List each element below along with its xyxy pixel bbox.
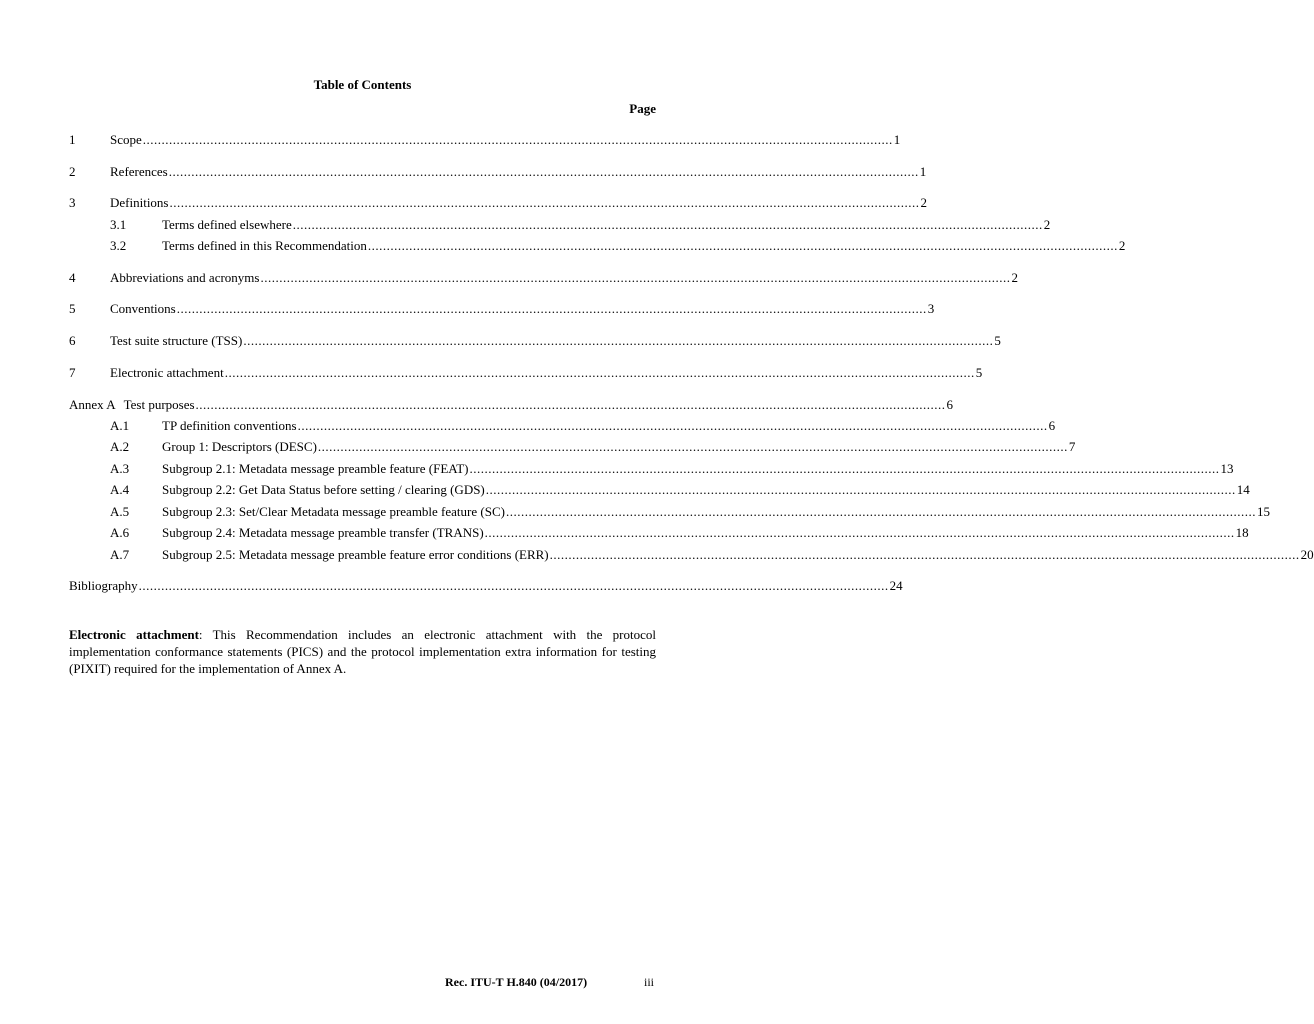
toc-entry-3-1[interactable] xyxy=(110,217,1051,233)
toc-entry-annex-a[interactable] xyxy=(69,397,954,413)
toc-entry-references[interactable] xyxy=(69,164,927,180)
leader-dots: ........................................................................................................................................................................................................ xyxy=(176,301,927,316)
toc-number: 2 xyxy=(69,164,76,179)
toc-number: A.4 xyxy=(110,482,130,497)
leader-dots: ........................................................................................................................................................................................................ xyxy=(195,397,946,412)
toc-number: 3.2 xyxy=(110,238,127,253)
toc-title: TP definition conventions xyxy=(162,418,297,433)
toc-number: A.3 xyxy=(110,461,130,476)
toc-entry-3-2[interactable] xyxy=(110,238,1126,254)
leader-dots: ........................................................................................................................................................................................................ xyxy=(549,547,1300,562)
toc-title: References xyxy=(110,164,168,179)
footer-reference: Rec. ITU-T H.840 (04/2017) xyxy=(445,975,588,989)
footer-page-number: iii xyxy=(643,975,654,989)
leader-dots: ........................................................................................................................................................................................................ xyxy=(367,238,1118,253)
toc-page: 6 xyxy=(946,397,954,412)
leader-dots: ........................................................................................................................................................................................................ xyxy=(505,504,1256,519)
toc-page: 1 xyxy=(919,164,927,179)
toc-title: Terms defined in this Recommendation xyxy=(162,238,367,253)
toc-page: 2 xyxy=(920,195,927,210)
toc-page: 2 xyxy=(1118,238,1126,253)
toc-entry-conventions[interactable] xyxy=(69,301,935,317)
toc-entry-a-2[interactable] xyxy=(110,439,1076,455)
toc-entry-bibliography[interactable] xyxy=(69,578,903,594)
toc-page: 5 xyxy=(994,333,1001,348)
toc-title: Test purposes xyxy=(123,397,195,412)
toc-page: 6 xyxy=(1048,418,1056,433)
leader-dots: ........................................................................................................................................................................................................ xyxy=(297,418,1048,433)
toc-number: A.6 xyxy=(110,525,130,540)
toc-title: Subgroup 2.1: Metadata message preamble feature (FEAT) xyxy=(162,461,469,476)
toc-page: 5 xyxy=(975,365,983,380)
toc-title: Terms defined elsewhere xyxy=(162,217,292,232)
leader-dots: ........................................................................................................................................................................................................ xyxy=(484,525,1235,540)
toc-page: 24 xyxy=(889,578,903,593)
toc-entry-definitions[interactable] xyxy=(69,195,927,211)
toc-entry-a-7[interactable] xyxy=(110,547,1314,563)
leader-dots: ........................................................................................................................................................................................................ xyxy=(168,164,919,179)
toc-entry-abbreviations[interactable] xyxy=(69,270,1018,286)
note-text: : This Recommendation includes an electronic attachment with the protocol implementation conformance statements (PICS) and the protocol implementation extra information for testing (PIXIT) required for the implementation of Annex A. xyxy=(69,627,656,676)
electronic-attachment-note xyxy=(69,626,656,677)
leader-dots: ........................................................................................................................................................................................................ xyxy=(485,482,1236,497)
toc-title: Group 1: Descriptors (DESC) xyxy=(162,439,317,454)
leader-dots: ........................................................................................................................................................................................................ xyxy=(169,195,920,210)
toc-entry-electronic-attachment[interactable] xyxy=(69,365,983,381)
page-column-label: Page xyxy=(629,101,656,116)
toc-number: A.5 xyxy=(110,504,130,519)
toc-page: 2 xyxy=(1011,270,1018,285)
toc-title: Scope xyxy=(110,132,142,147)
leader-dots: ........................................................................................................................................................................................................ xyxy=(224,365,975,380)
toc-page: 20 xyxy=(1300,547,1314,562)
toc-page: 13 xyxy=(1220,461,1234,476)
toc-page: 2 xyxy=(1043,217,1051,232)
toc-number: 1 xyxy=(69,132,76,147)
leader-dots: ........................................................................................................................................................................................................ xyxy=(469,461,1220,476)
toc-entry-a-6[interactable] xyxy=(110,525,1249,541)
leader-dots: ........................................................................................................................................................................................................ xyxy=(142,132,893,147)
toc-entry-tss[interactable] xyxy=(69,333,1001,349)
toc-page: 3 xyxy=(927,301,935,316)
toc-number: A.2 xyxy=(110,439,130,454)
toc-entry-scope[interactable] xyxy=(69,132,901,148)
toc-title: Electronic attachment xyxy=(110,365,224,380)
toc-title: Subgroup 2.3: Set/Clear Metadata message preamble feature (SC) xyxy=(162,504,505,519)
leader-dots: ........................................................................................................................................................................................................ xyxy=(317,439,1068,454)
toc-title: Subgroup 2.5: Metadata message preamble feature error conditions (ERR) xyxy=(162,547,549,562)
leader-dots: ........................................................................................................................................................................................................ xyxy=(138,578,889,593)
toc-entry-a-5[interactable] xyxy=(110,504,1270,520)
toc-number: 3.1 xyxy=(110,217,127,232)
toc-title: Bibliography xyxy=(69,578,138,593)
toc-heading: Table of Contents xyxy=(313,77,412,92)
leader-dots: ........................................................................................................................................................................................................ xyxy=(243,333,994,348)
toc-title: Conventions xyxy=(110,301,176,316)
toc-entry-a-3[interactable] xyxy=(110,461,1234,477)
toc-page: 18 xyxy=(1235,525,1249,540)
toc-title: Abbreviations and acronyms xyxy=(110,270,260,285)
toc-page: 15 xyxy=(1256,504,1270,519)
leader-dots: ........................................................................................................................................................................................................ xyxy=(292,217,1043,232)
leader-dots: ........................................................................................................................................................................................................ xyxy=(260,270,1011,285)
note-label: Electronic attachment xyxy=(69,627,199,642)
toc-number: A.1 xyxy=(110,418,130,433)
toc-entry-a-4[interactable] xyxy=(110,482,1250,498)
toc-title: Subgroup 2.4: Metadata message preamble transfer (TRANS) xyxy=(162,525,484,540)
toc-title: Subgroup 2.2: Get Data Status before setting / clearing (GDS) xyxy=(162,482,485,497)
toc-number: Annex A xyxy=(69,397,116,412)
toc-number: 7 xyxy=(69,365,76,380)
toc-title: Definitions xyxy=(110,195,169,210)
toc-page: 14 xyxy=(1236,482,1250,497)
toc-title: Test suite structure (TSS) xyxy=(110,333,243,348)
toc-number: 3 xyxy=(69,195,76,210)
toc-page: 1 xyxy=(893,132,901,147)
toc-number: 4 xyxy=(69,270,76,285)
toc-entry-a-1[interactable] xyxy=(110,418,1056,434)
toc-number: 6 xyxy=(69,333,76,348)
toc-page: 7 xyxy=(1068,439,1076,454)
toc-number: A.7 xyxy=(110,547,130,562)
toc-number: 5 xyxy=(69,301,76,316)
